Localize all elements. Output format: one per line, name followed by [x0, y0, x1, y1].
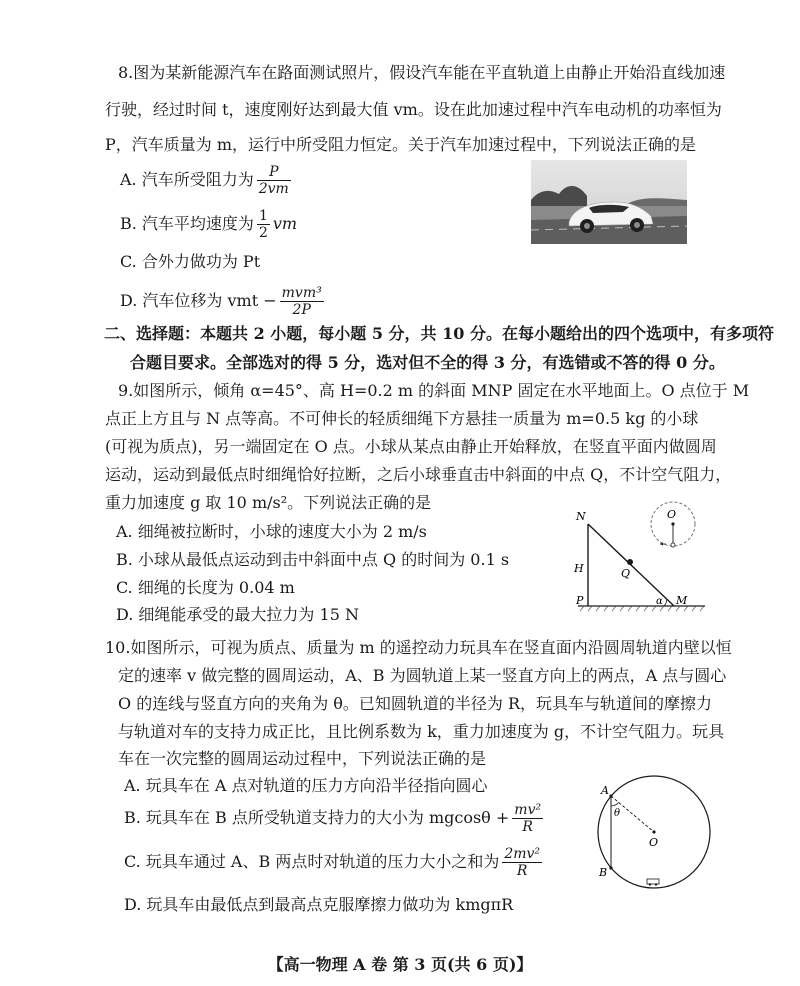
q8-option-b-text: B. 汽车平均速度为	[120, 214, 254, 233]
q8-b-denominator: 2	[258, 225, 268, 241]
q8-a-numerator: P	[257, 164, 291, 181]
incline-slope	[588, 524, 674, 606]
q8-d-numerator: mvm³	[281, 285, 322, 301]
point-a	[609, 794, 612, 797]
q9-line-1: 9.如图所示，倾角 α=45°、高 H=0.2 m 的斜面 MNP 固定在水平地面上。O 点位于 M	[118, 381, 750, 400]
q8-option-b	[120, 207, 297, 241]
q9-line-4: 运动，运动到最低点时细绳恰好拉断，之后小球垂直击中斜面的中点 Q，不计空气阻力，	[105, 465, 732, 484]
incline-diagram	[570, 500, 710, 630]
page-footer: 【高一物理 A 卷 第 3 页(共 6 页)】	[267, 955, 533, 974]
label-o: O	[667, 508, 677, 521]
label-p: P	[576, 594, 584, 607]
q9-line-5: 重力加速度 g 取 10 m/s²。下列说法正确的是	[105, 493, 432, 512]
q10-line-2: 定的速率 v 做完整的圆周运动，A、B 为圆轨道上某一竖直方向上的两点，A 点与圆心	[118, 666, 727, 685]
q10-option-b-text: B. 玩具车在 B 点所受轨道支持力的大小为 mgcosθ +	[124, 808, 510, 827]
q9-option-b: B. 小球从最低点运动到击中斜面中点 Q 的时间为 0.1 s	[116, 550, 510, 569]
label-a: A	[601, 784, 609, 797]
point-q-ball	[627, 559, 633, 565]
q8-option-c: C. 合外力做功为 Pt	[120, 252, 261, 271]
q8-option-b-fraction	[257, 208, 270, 241]
label-alpha: α	[656, 596, 663, 607]
q10-c-denominator: R	[516, 863, 528, 879]
circle-track-diagram	[594, 772, 714, 892]
q10-option-c	[124, 842, 545, 882]
q10-option-d: D. 玩具车由最低点到最高点克服摩擦力做功为 kmgπR	[124, 895, 514, 914]
q8-option-d-text: D. 汽车位移为 vmt −	[120, 291, 277, 310]
q9-line-3: (可视为质点)，另一端固定在 O 点。小球从某点由静止开始释放，在竖直平面内做圆周	[105, 437, 717, 456]
q8-d-denominator: 2P	[292, 302, 311, 318]
label-q: Q	[621, 567, 631, 580]
ball	[671, 543, 675, 547]
toy-car	[647, 879, 659, 884]
label-o: O	[649, 836, 659, 849]
q8-option-d	[120, 283, 327, 319]
q10-option-b-fraction	[512, 802, 543, 835]
section2-heading-line-1: 二、选择题：本题共 2 小题，每小题 5 分，共 10 分。在每小题给出的四个选项中，有多项符	[104, 324, 774, 343]
q8-line-1: 8.图为某新能源汽车在路面测试照片，假设汽车能在平直轨道上由静止开始沿直线加速	[118, 63, 726, 82]
q9-option-a: A. 细绳被拉断时，小球的速度大小为 2 m/s	[116, 522, 427, 541]
q9-line-2: 点正上方且与 N 点等高。不可伸长的轻质细绳下方悬挂一质量为 m=0.5 kg 的小球	[105, 409, 699, 428]
label-b: B	[599, 866, 608, 879]
q10-line-5: 车在一次完整的圆周运动过程中，下列说法正确的是	[118, 749, 487, 768]
q8-option-a	[120, 163, 294, 197]
label-m: M	[676, 594, 688, 607]
toy-car-wheel-left	[649, 883, 651, 885]
q10-line-4: 与轨道对车的支持力成正比，且比例系数为 k，重力加速度为 g，不计空气阻力。玩具	[118, 722, 725, 741]
label-n: N	[576, 510, 586, 523]
q10-option-c-text: C. 玩具车通过 A、B 两点时对轨道的压力大小之和为	[124, 852, 500, 871]
car-photo	[531, 160, 687, 244]
q8-option-a-fraction	[257, 164, 291, 197]
q10-b-numerator: mv²	[514, 802, 542, 818]
q10-option-a: A. 玩具车在 A 点对轨道的压力方向沿半径指向圆心	[124, 776, 488, 795]
q10-b-denominator: R	[522, 819, 533, 835]
label-theta: θ	[614, 808, 621, 819]
section2-heading-line-2: 合题目要求。全部选对的得 5 分，选对但不全的得 3 分，有选错或不答的得 0 分。	[130, 353, 725, 372]
theta-arc	[611, 802, 619, 806]
q8-a-denominator: 2vm	[258, 181, 289, 197]
q8-line-3: P，汽车质量为 m，运行中所受阻力恒定。关于汽车加速过程中，下列说法正确的是	[105, 135, 697, 154]
label-h: H	[574, 562, 584, 575]
point-b	[609, 866, 612, 869]
q9-option-d: D. 细绳能承受的最大拉力为 15 N	[116, 605, 359, 624]
q10-c-numerator: 2mv²	[504, 846, 541, 862]
q8-line-2: 行驶，经过时间 t，速度刚好达到最大值 vm。设在此加速过程中汽车电动机的功率恒为	[105, 100, 722, 119]
q8-option-d-fraction	[280, 285, 324, 318]
toy-car-wheel-right	[655, 883, 657, 885]
q8-option-b-suffix: vm	[272, 214, 298, 233]
q10-line-3: O 的连线与竖直方向的夹角为 θ。已知圆轨道的半径为 R，玩具车与轨道间的摩擦力	[118, 694, 713, 713]
q10-option-c-fraction	[502, 846, 542, 879]
alpha-arc	[664, 599, 667, 606]
q10-option-b	[124, 798, 546, 838]
q9-option-c: C. 细绳的长度为 0.04 m	[116, 578, 295, 597]
q10-line-1: 10.如图所示，可视为质点、质量为 m 的遥控动力玩具车在竖直面内沿圆周轨道内壁以恒	[105, 638, 732, 657]
q8-b-numerator: 1	[258, 208, 268, 224]
q8-option-a-text: A. 汽车所受阻力为	[120, 170, 254, 189]
